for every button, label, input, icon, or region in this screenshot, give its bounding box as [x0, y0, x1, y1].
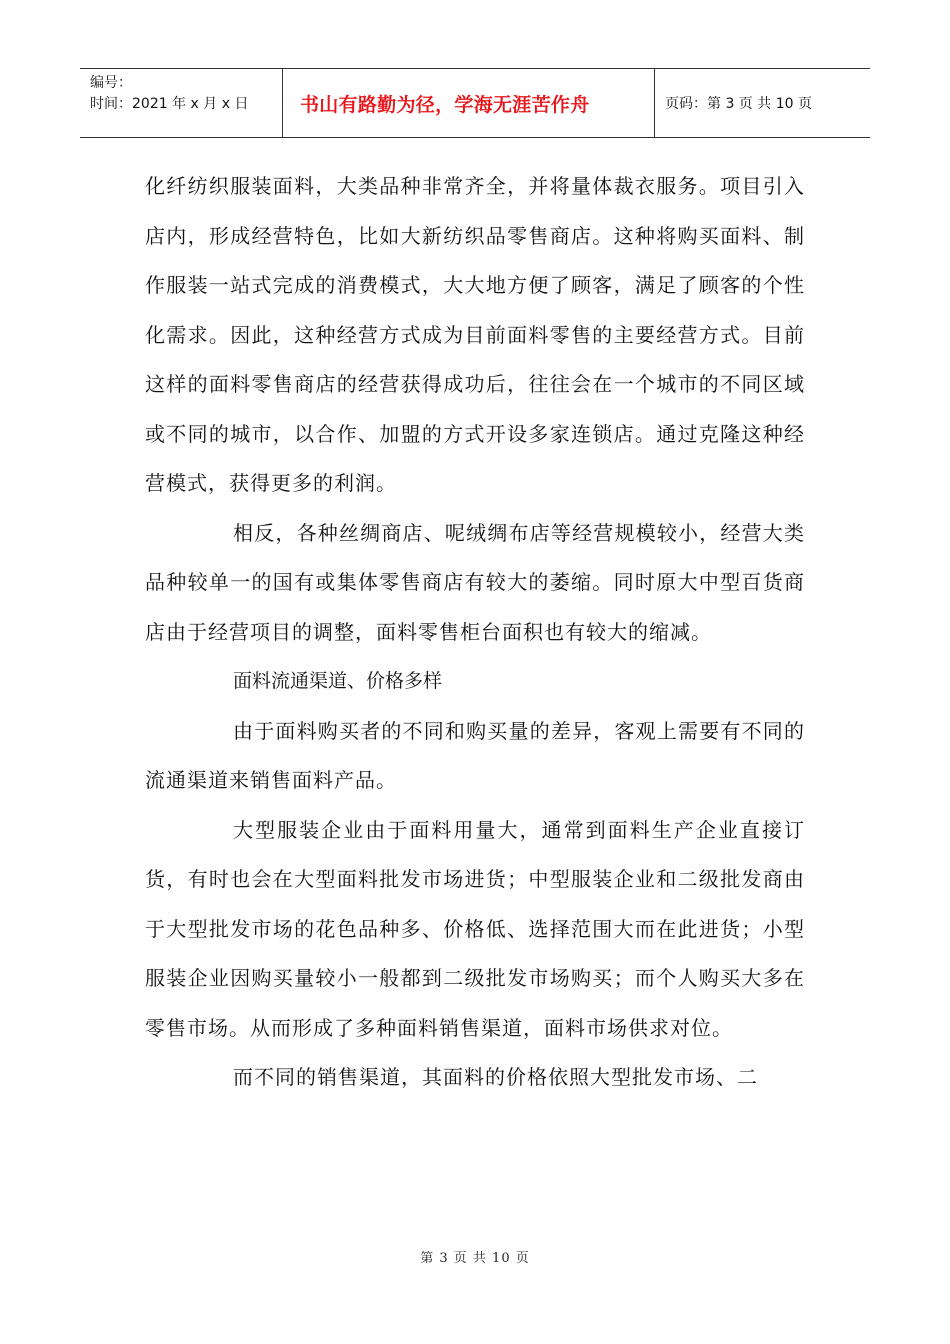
- section-heading: 面料流通渠道、价格多样: [233, 670, 443, 692]
- paragraph-5: 而不同的销售渠道，其面料的价格依照大型批发市场、二: [233, 1065, 758, 1089]
- paragraph-2: 相反，各种丝绸商店、呢绒绸布店等经营规模较小，经营大类品种较单一的国有或集体零售商店有较大的萎缩。同时原大中型百货商店由于经营项目的调整，面料零售柜台面积也有较大的缩减。: [145, 520, 805, 644]
- date-label: 时间：2021 年 x 月 x 日: [90, 96, 249, 112]
- document-body: [145, 162, 805, 1103]
- paragraph-3: 由于面料购买者的不同和购买量的差异，客观上需要有不同的流通渠道来销售面料产品。: [145, 718, 805, 792]
- page-header: [80, 68, 870, 138]
- paragraph-4: 大型服装企业由于面料用量大，通常到面料生产企业直接订货，有时也会在大型面料批发市场进货；中型服装企业和二级批发商由于大型批发市场的花色品种多、价格低、选择范围大而在此进货；小型服装企业因购买量较小一般都到二级批发市场购买；而个人购买大多在零售市场。从而形成了多种面料销售渠道，面料市场供求对位。: [145, 817, 805, 1040]
- page-footer: 第 3 页 共 10 页: [420, 1251, 530, 1266]
- header-motto: 书山有路勤为径，学海无涯苦作舟: [283, 69, 655, 137]
- header-meta: [80, 69, 283, 137]
- paragraph-1: 化纤纺织服装面料，大类品种非常齐全，并将量体裁衣服务。项目引入店内，形成经营特色，比如大新纺织品零售商店。这种将购买面料、制作服装一站式完成的消费模式，大大地方便了顾客，满足了顾客的个性化需求。因此，这种经营方式成为目前面料零售的主要经营方式。目前这样的面料零售商店的经营获得成功后，往往会在一个城市的不同区域或不同的城市，以合作、加盟的方式开设多家连锁店。通过克隆这种经营模式，获得更多的利润。: [145, 174, 805, 495]
- header-page-info: 页码：第 3 页 共 10 页: [665, 96, 812, 112]
- code-label: 编号：: [90, 75, 132, 91]
